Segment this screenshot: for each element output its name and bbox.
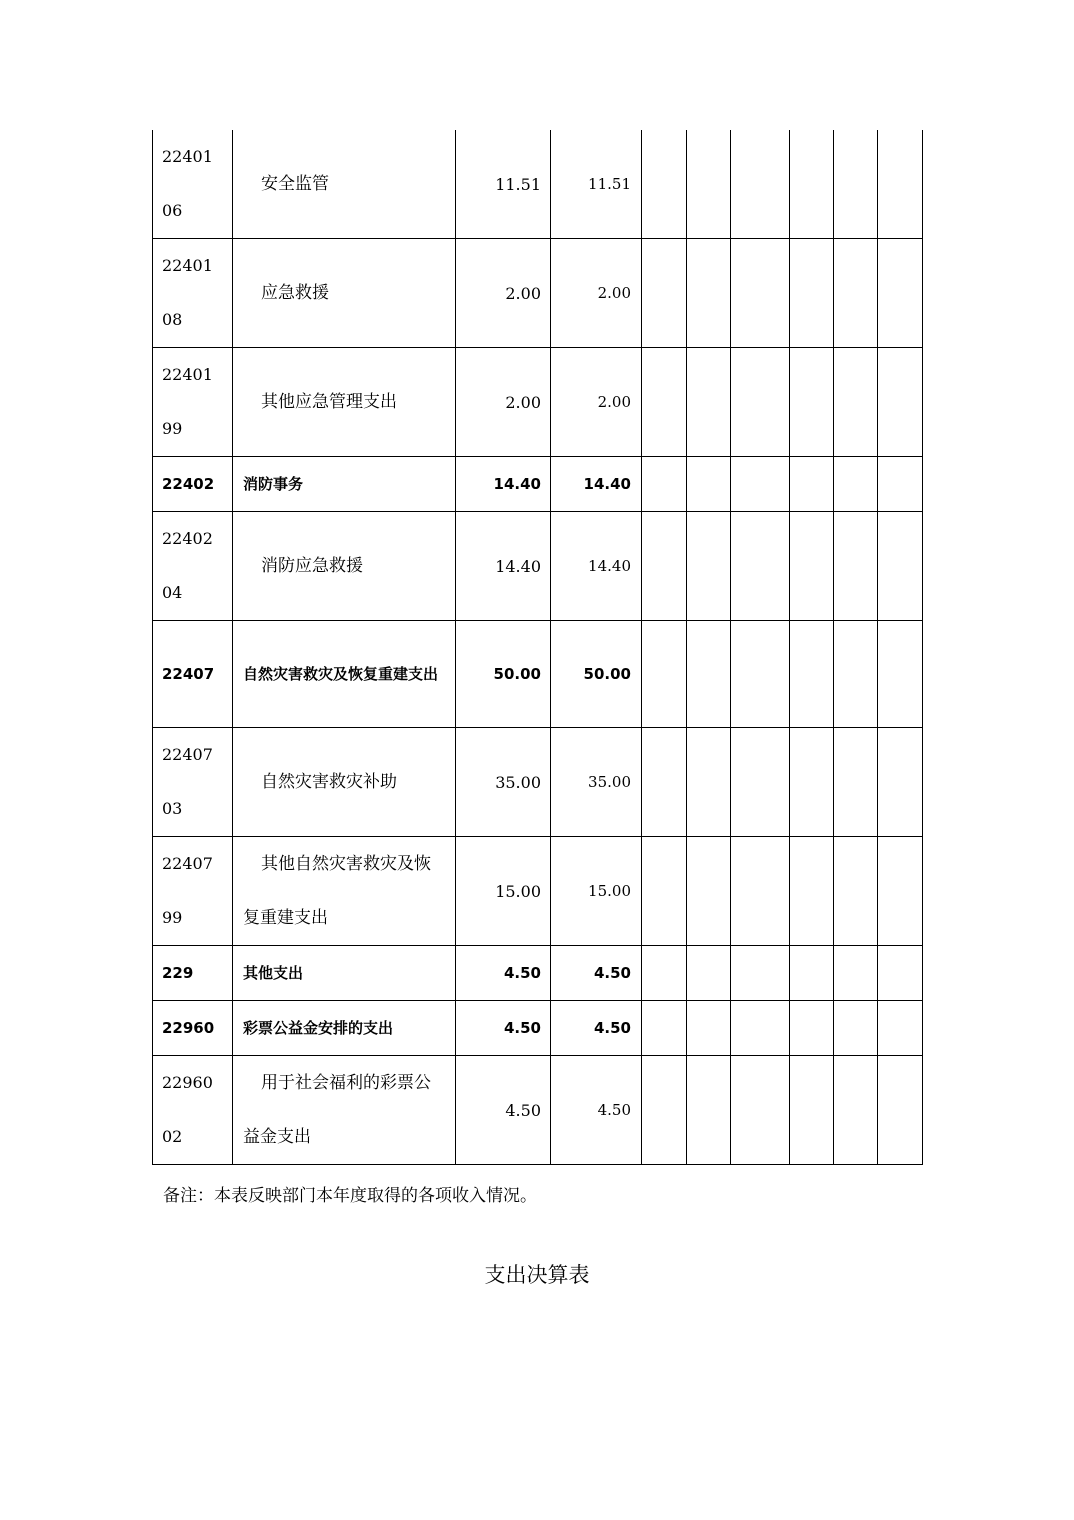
empty-cell (834, 621, 878, 728)
empty-cell (834, 130, 878, 239)
empty-cell (834, 512, 878, 621)
table-row (153, 457, 923, 512)
table-row (153, 837, 923, 946)
empty-cell (731, 457, 790, 512)
name-cell: 其他自然灾害救灾及恢复重建支出 (233, 837, 456, 946)
empty-cell (687, 946, 731, 1001)
amount-cell: 50.00 (456, 621, 551, 728)
income-table (152, 130, 923, 1165)
empty-cell (731, 239, 790, 348)
amount-cell: 35.00 (551, 728, 642, 837)
code-cell: 2240799 (153, 837, 233, 946)
code-cell: 229 (153, 946, 233, 1001)
empty-cell (878, 239, 923, 348)
amount-cell: 4.50 (551, 946, 642, 1001)
empty-cell (642, 348, 687, 457)
empty-cell (790, 1001, 834, 1056)
code-cell: 22402 (153, 457, 233, 512)
empty-cell (834, 837, 878, 946)
empty-cell (834, 239, 878, 348)
table-row (153, 621, 923, 728)
empty-cell (687, 1001, 731, 1056)
name-cell: 消防事务 (233, 457, 456, 512)
amount-cell: 14.40 (551, 512, 642, 621)
empty-cell (834, 728, 878, 837)
code-cell: 2296002 (153, 1056, 233, 1165)
empty-cell (790, 239, 834, 348)
name-cell: 自然灾害救灾补助 (233, 728, 456, 837)
empty-cell (790, 837, 834, 946)
name-cell: 消防应急救援 (233, 512, 456, 621)
empty-cell (642, 946, 687, 1001)
empty-cell (642, 239, 687, 348)
name-cell: 自然灾害救灾及恢复重建支出 (233, 621, 456, 728)
empty-cell (790, 1056, 834, 1165)
amount-cell: 11.51 (551, 130, 642, 239)
empty-cell (642, 1001, 687, 1056)
empty-cell (878, 348, 923, 457)
empty-cell (790, 946, 834, 1001)
name-cell: 用于社会福利的彩票公益金支出 (233, 1056, 456, 1165)
empty-cell (731, 1001, 790, 1056)
table-row (153, 1001, 923, 1056)
empty-cell (878, 512, 923, 621)
name-cell: 其他应急管理支出 (233, 348, 456, 457)
empty-cell (834, 1001, 878, 1056)
code-cell: 22407 (153, 621, 233, 728)
empty-cell (642, 457, 687, 512)
code-cell: 2240108 (153, 239, 233, 348)
empty-cell (878, 728, 923, 837)
amount-cell: 2.00 (551, 348, 642, 457)
amount-cell: 14.40 (551, 457, 642, 512)
table-row (153, 946, 923, 1001)
empty-cell (687, 348, 731, 457)
empty-cell (642, 728, 687, 837)
code-cell: 2240199 (153, 348, 233, 457)
empty-cell (687, 512, 731, 621)
empty-cell (642, 837, 687, 946)
empty-cell (687, 457, 731, 512)
amount-cell: 4.50 (456, 1001, 551, 1056)
empty-cell (731, 130, 790, 239)
table-row (153, 130, 923, 239)
amount-cell: 35.00 (456, 728, 551, 837)
amount-cell: 4.50 (456, 946, 551, 1001)
empty-cell (878, 837, 923, 946)
empty-cell (834, 457, 878, 512)
amount-cell: 2.00 (456, 348, 551, 457)
empty-cell (878, 946, 923, 1001)
empty-cell (642, 621, 687, 728)
amount-cell: 15.00 (456, 837, 551, 946)
next-table-title: 支出决算表 (484, 1263, 590, 1287)
amount-cell: 14.40 (456, 512, 551, 621)
empty-cell (878, 1001, 923, 1056)
empty-cell (731, 512, 790, 621)
amount-cell: 4.50 (551, 1056, 642, 1165)
empty-cell (642, 512, 687, 621)
name-cell: 应急救援 (233, 239, 456, 348)
amount-cell: 4.50 (551, 1001, 642, 1056)
amount-cell: 50.00 (551, 621, 642, 728)
empty-cell (790, 728, 834, 837)
empty-cell (878, 130, 923, 239)
empty-cell (790, 457, 834, 512)
empty-cell (731, 1056, 790, 1165)
empty-cell (687, 837, 731, 946)
empty-cell (731, 348, 790, 457)
empty-cell (834, 946, 878, 1001)
empty-cell (878, 457, 923, 512)
empty-cell (687, 1056, 731, 1165)
empty-cell (834, 348, 878, 457)
empty-cell (790, 348, 834, 457)
empty-cell (731, 837, 790, 946)
empty-cell (790, 621, 834, 728)
name-cell: 其他支出 (233, 946, 456, 1001)
empty-cell (687, 130, 731, 239)
table-row (153, 239, 923, 348)
name-cell: 安全监管 (233, 130, 456, 239)
table-row (153, 512, 923, 621)
code-cell: 2240703 (153, 728, 233, 837)
table-footnote: 备注：本表反映部门本年度取得的各项收入情况。 (163, 1186, 537, 1206)
amount-cell: 4.50 (456, 1056, 551, 1165)
code-cell: 2240204 (153, 512, 233, 621)
empty-cell (642, 1056, 687, 1165)
empty-cell (790, 512, 834, 621)
amount-cell: 2.00 (456, 239, 551, 348)
amount-cell: 11.51 (456, 130, 551, 239)
empty-cell (834, 1056, 878, 1165)
table-row (153, 1056, 923, 1165)
empty-cell (731, 946, 790, 1001)
empty-cell (878, 1056, 923, 1165)
empty-cell (687, 239, 731, 348)
empty-cell (642, 130, 687, 239)
empty-cell (878, 621, 923, 728)
amount-cell: 14.40 (456, 457, 551, 512)
amount-cell: 2.00 (551, 239, 642, 348)
empty-cell (731, 728, 790, 837)
table-row (153, 728, 923, 837)
code-cell: 2240106 (153, 130, 233, 239)
amount-cell: 15.00 (551, 837, 642, 946)
empty-cell (687, 621, 731, 728)
table-body (153, 130, 923, 1165)
empty-cell (731, 621, 790, 728)
name-cell: 彩票公益金安排的支出 (233, 1001, 456, 1056)
code-cell: 22960 (153, 1001, 233, 1056)
empty-cell (687, 728, 731, 837)
table-row (153, 348, 923, 457)
empty-cell (790, 130, 834, 239)
